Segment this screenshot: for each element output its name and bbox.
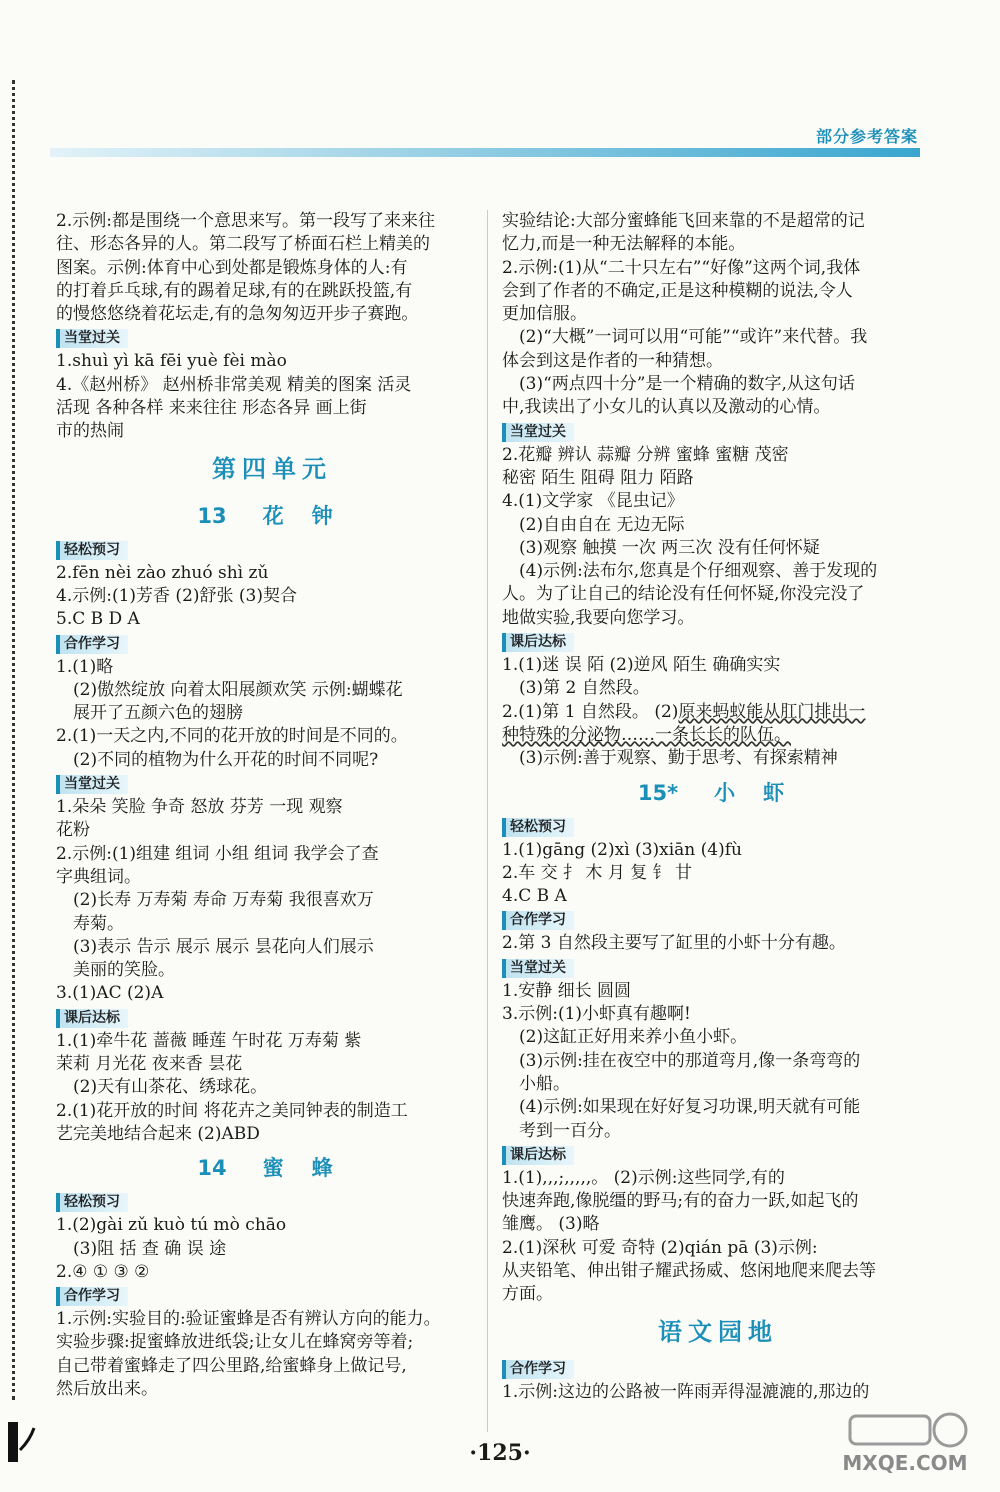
answer-line: 中,我读出了小女儿的认真以及激动的心情。 (502, 397, 831, 418)
answer-line: 方面。 (502, 1284, 553, 1305)
answer-line: 2.示例:(1)从“二十只左右”“好像”这两个词,我体 (502, 257, 861, 278)
underlined-answer: 原来蚂蚁能从肛门排出一 (678, 701, 866, 722)
left-column (56, 210, 488, 1401)
answer-line: 4.C B A (502, 886, 567, 907)
answer-line: (2)傲然绽放 向着太阳展颜欢笑 示例:蝴蝶花 (73, 679, 403, 700)
answer-line: 美丽的笑脸。 (73, 960, 175, 981)
answer-line: 雏鹰。 (3)略 (502, 1214, 600, 1235)
answer-line: 往、形态各异的人。第二段写了桥面石栏上精美的 (56, 234, 430, 255)
answer-line: 字典组词。 (56, 866, 141, 887)
answer-line: (3)示例:挂在夜空中的那道弯月,像一条弯弯的 (519, 1050, 861, 1071)
answer-line (502, 701, 934, 724)
answer-line: 1.(1),,,;,,,,,。 (2)示例:这些同学,有的 (502, 1167, 785, 1188)
answer-line: (2)天有山茶花、绣球花。 (73, 1077, 268, 1098)
section-tag-label: 轻松预习 (502, 818, 574, 837)
exercise-section-heading (56, 1284, 488, 1308)
answer-line: 秘密 陌生 阻碍 阻力 陌路 (502, 467, 694, 488)
answer-line: 茉莉 月光花 夜来香 昙花 (56, 1054, 243, 1075)
answer-line: 更加信服。 (502, 304, 587, 325)
exercise-section-heading (56, 772, 488, 796)
answer-line: 1.(2)gài zǔ kuò tú mò chāo (56, 1215, 287, 1236)
answer-line: 的打着乒乓球,有的踢着足球,有的在跳跃投篮,有 (56, 280, 413, 301)
answer-line: 2.车 交 扌 木 月 复 钅 甘 (502, 862, 693, 883)
section-tag: 部分参考答案 (815, 127, 918, 146)
answer-line: (4)示例:法布尔,您真是个仔细观察、善于发现的 (519, 561, 878, 582)
answer-line: 1.(1)牵牛花 蔷薇 睡莲 午时花 万寿菊 紫 (56, 1030, 362, 1051)
answer-line: (4)示例:如果现在好好复习功课,明天就有可能 (519, 1097, 861, 1118)
section-tag-label: 课后达标 (502, 633, 574, 652)
answer-line: 4.《赵州桥》 赵州桥非常美观 精美的图案 活灵 (56, 374, 412, 395)
answer-line: 快速奔跑,像脱缰的野马;有的奋力一跃,如起飞的 (502, 1191, 859, 1212)
answer-line: 5.C B D A (56, 609, 140, 630)
exercise-section-heading (502, 908, 934, 932)
answer-line: (3)阻 括 查 确 误 途 (73, 1238, 227, 1259)
answer-line: 1.朵朵 笑脸 争奇 怒放 芬芳 一现 观察 (56, 797, 343, 818)
section-tag-label: 课后达标 (502, 1146, 574, 1165)
answer-line: 2.(1)一天之内,不同的花开放的时间是不同的。 (56, 726, 408, 747)
lesson-number: 14 (197, 1156, 227, 1181)
exercise-section-heading (502, 1143, 934, 1167)
lesson-title-char: 蜂 (311, 1156, 333, 1181)
answer-line: 1.示例:实验目的:验证蜜蜂是否有辨认方向的能力。 (56, 1309, 441, 1330)
answer-line: (3)观察 触摸 一次 两三次 没有任何怀疑 (519, 537, 820, 558)
section-tag-label: 当堂过关 (56, 329, 128, 348)
answer-line: 自己带着蜜蜂走了四公里路,给蜜蜂身上做记号, (56, 1355, 407, 1376)
binding-dotted-margin (12, 80, 15, 1400)
answer-line: 实验步骤:捉蜜蜂放进纸袋;让女儿在蜂窝旁等着; (56, 1332, 414, 1353)
answer-line: 1.(1)gāng (2)xì (3)xiān (4)fù (502, 839, 742, 860)
answer-text: 2.(1)第 1 自然段。 (2) (502, 701, 679, 722)
section-tag-label: 课后达标 (56, 1009, 128, 1028)
page-number: ·125· (469, 1440, 531, 1466)
exercise-section-heading (502, 630, 934, 654)
answer-line: 然后放出来。 (56, 1378, 158, 1399)
exercise-section-heading (502, 956, 934, 980)
answer-line: 实验结论:大部分蜜蜂能飞回来靠的不是超常的记 (502, 211, 865, 231)
section-tag-label: 当堂过关 (502, 959, 574, 978)
answer-line: 地做实验,我要向您学习。 (502, 607, 695, 628)
answer-line: (3)第 2 自然段。 (519, 678, 650, 699)
answer-line: (3)“两点四十分”是一个精确的数字,从这句话 (519, 374, 855, 395)
answer-line: 1.安静 细长 圆圆 (502, 980, 632, 1001)
answer-line: 艺完美地结合起来 (2)ABD (56, 1123, 260, 1144)
exercise-section-heading (502, 1357, 934, 1381)
lesson-title (56, 1146, 488, 1190)
answer-line: 寿菊。 (73, 913, 124, 934)
exercise-section-heading (56, 538, 488, 562)
answer-line: (2)长寿 万寿菊 寿命 万寿菊 我很喜欢万 (73, 890, 374, 911)
answer-line: 1.(1)略 (56, 656, 114, 677)
answer-line: 人。为了让自己的结论没有任何怀疑,你没完没了 (502, 584, 865, 605)
unit-title: 第四单元 (212, 454, 332, 483)
answer-line: 从夹铅笔、伸出钳子耀武扬威、悠闲地爬来爬去等 (502, 1260, 876, 1281)
lesson-title-char: 小 (714, 780, 736, 805)
section-tag-label: 合作学习 (56, 1287, 128, 1306)
answer-line: 3.(1)AC (2)A (56, 983, 164, 1004)
answer-line: 2.④ ① ③ ② (56, 1261, 150, 1282)
section-tag-label: 轻松预习 (56, 541, 128, 560)
answer-line: 2.第 3 自然段主要写了缸里的小虾十分有趣。 (502, 933, 846, 954)
lesson-number: 13 (197, 503, 227, 528)
answer-line: 4.(1)文学家 《昆虫记》 (502, 491, 684, 512)
answer-line: 忆力,而是一种无法解释的本能。 (502, 234, 746, 255)
right-column (502, 210, 934, 1404)
lesson-number: 15* (637, 780, 679, 805)
answer-line: 会到了作者的不确定,正是这种模糊的说法,令人 (502, 280, 853, 301)
answer-line: 考到一百分。 (519, 1120, 621, 1141)
answer-line (502, 724, 934, 747)
answer-line: 2.示例:(1)组建 组词 小组 组词 我学会了查 (56, 843, 379, 864)
lesson-title (56, 494, 488, 538)
section-tag-label: 合作学习 (502, 1360, 574, 1379)
exercise-section-heading (56, 326, 488, 350)
answer-line: 市的热闹 (56, 421, 124, 442)
lesson-title-char: 花 (262, 503, 284, 528)
answer-line: 2.花瓣 辨认 蒜瓣 分辨 蜜蜂 蜜糖 茂密 (502, 444, 789, 465)
answer-line: 花粉 (56, 820, 90, 841)
answer-line: (2)自由自在 无边无际 (519, 514, 685, 535)
exercise-section-heading (502, 420, 934, 444)
corner-mark-icon (6, 1420, 36, 1470)
section-tag-label: 合作学习 (56, 635, 128, 654)
answer-line: 活现 各种各样 来来往往 形态各异 画上街 (56, 398, 367, 419)
answer-line: 图案。示例:体育中心到处都是锻炼身体的人:有 (56, 257, 408, 278)
lesson-title-char: 虾 (763, 780, 785, 805)
answer-line: 2.(1)深秋 可爱 奇特 (2)qián pā (3)示例: (502, 1237, 818, 1258)
answer-line: (3)表示 告示 展示 展示 昙花向人们展示 (73, 936, 374, 957)
answer-line: 1.(1)迷 误 陌 (2)逆风 陌生 确确实实 (502, 655, 781, 676)
section-tag-label: 当堂过关 (56, 775, 128, 794)
answer-line: (2)这缸正好用来养小鱼小虾。 (519, 1027, 748, 1048)
lesson-title (502, 771, 934, 815)
answer-line: 展开了五颜六色的翅膀 (73, 703, 243, 724)
answer-line: 4.示例:(1)芳香 (2)舒张 (3)契合 (56, 585, 297, 606)
lesson-title-char: 钟 (311, 503, 333, 528)
answer-line: 2.示例:都是围绕一个意思来写。第一段写了来来往 (56, 211, 435, 231)
exercise-section-heading (56, 1190, 488, 1214)
answer-line: 2.(1)花开放的时间 将花卉之美同钟表的制造工 (56, 1100, 408, 1121)
answer-line: 体会到这是作者的一种猜想。 (502, 350, 723, 371)
section-tag-label: 当堂过关 (502, 423, 574, 442)
answer-line: 的慢悠悠绕着花坛走,有的急匆匆迈开步子赛跑。 (56, 304, 419, 325)
answer-line: 1.示例:这边的公路被一阵雨弄得湿漉漉的,那边的 (502, 1381, 870, 1402)
answer-line: 2.fēn nèi zào zhuó shì zǔ (56, 562, 269, 583)
exercise-section-heading (56, 632, 488, 656)
header-band (50, 148, 920, 157)
exercise-section-heading (502, 815, 934, 839)
answer-line: 3.示例:(1)小虾真有趣啊! (502, 1004, 691, 1025)
answer-line: (2)不同的植物为什么开花的时间不同呢? (73, 749, 379, 770)
lesson-title-char: 蜜 (262, 1156, 284, 1181)
watermark-text: MXQE.COM (842, 1451, 968, 1475)
section-tag-label: 合作学习 (502, 911, 574, 930)
underlined-answer: 种特殊的分泌物……一条长长的队伍。 (502, 724, 791, 745)
answer-line: 小船。 (519, 1073, 570, 1094)
unit-title: 语文园地 (658, 1317, 778, 1346)
exercise-section-heading (56, 1006, 488, 1030)
watermark-logo-icon (830, 1408, 980, 1480)
section-tag-label: 轻松预习 (56, 1193, 128, 1212)
answer-line: (2)“大概”一词可以用“可能”“或许”来代替。我 (519, 327, 868, 348)
answer-line: 1.shuì yì kā fēi yuè fèi mào (56, 351, 287, 372)
answer-line: (3)示例:善于观察、勤于思考、有探索精神 (519, 748, 838, 769)
